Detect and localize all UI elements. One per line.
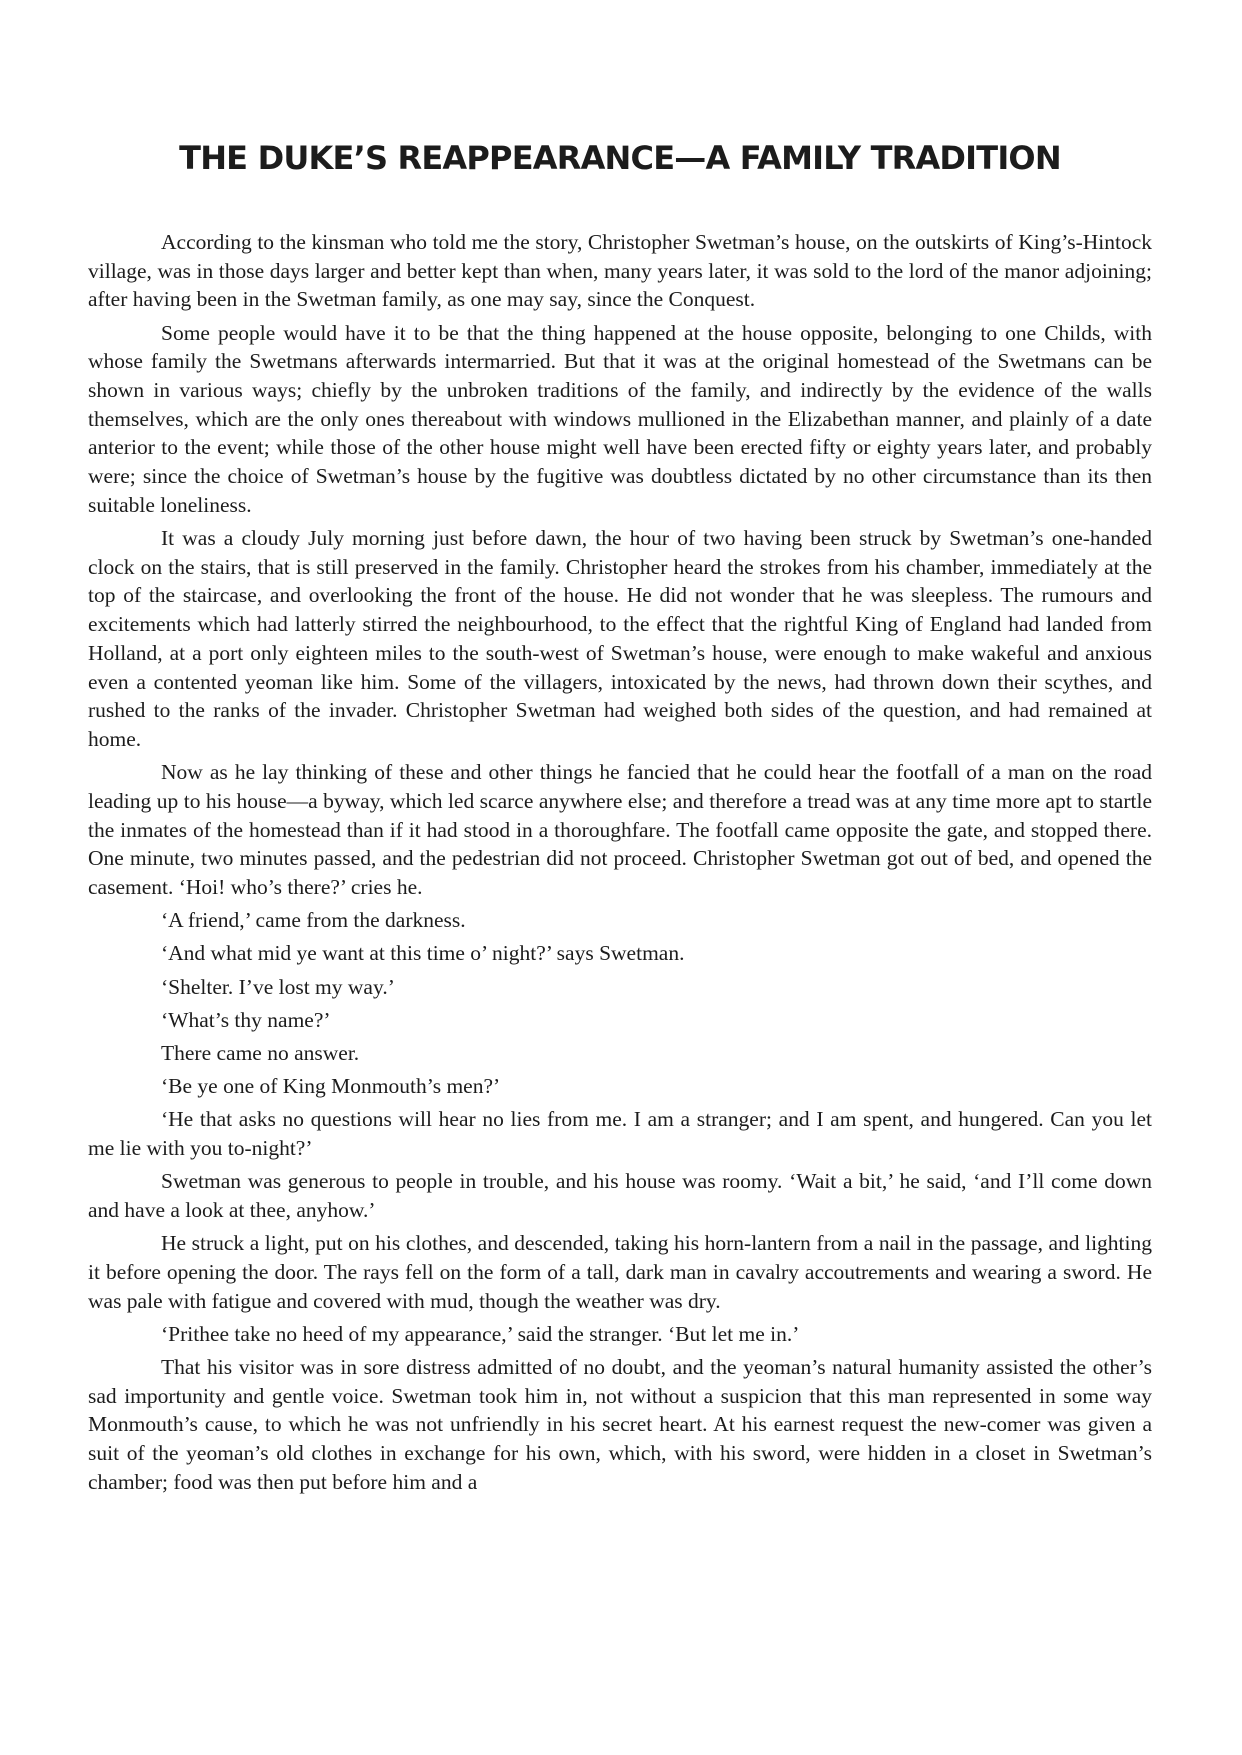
paragraph: ‘Be ye one of King Monmouth’s men?’ (161, 1074, 501, 1099)
paragraph: Some people would have it to be that the thing happened at the house opposite, belonging to one Childs, with whose family the Swetmans afterwards intermarried. But that it was at the original homestead of the Swetmans can be shown in various ways; chiefly by the unbroken traditions of the family, and indirectly by the evidence of the walls themselves, which are the only ones thereabout with windows mullioned in the Elizabethan manner, and plainly of a date anterior to the event; while those of the other house might well have been erected fifty or eighty years later, and probably were; since the choice of Swetman’s house by the fugitive was doubtless dictated by no other circumstance than its then suitable loneliness. (88, 320, 1152, 517)
paragraph: That his visitor was in sore distress admitted of no doubt, and the yeoman’s natural humanity assisted the other’s sad importunity and gentle voice. Swetman took him in, not without a suspicion that this man represented in some way Monmouth’s cause, to which he was not unfriendly in his secret heart. At his earnest request the new-comer was given a suit of the yeoman’s old clothes in exchange for his own, which, with his sword, were hidden in a closet in Swetman’s chamber; food was then put before him and a (88, 1355, 1152, 1494)
paragraph: He struck a light, put on his clothes, and descended, taking his horn-lantern from a nail in the passage, and lighting it before opening the door. The rays fell on the form of a tall, dark man in cavalry accoutrements and wearing a sword. He was pale with fatigue and covered with mud, though the weather was dry. (88, 1231, 1152, 1313)
paragraph: ‘He that asks no questions will hear no lies from me. I am a stranger; and I am spent, and hungered. Can you let me lie with you to-night?’ (88, 1107, 1152, 1161)
paragraph: Now as he lay thinking of these and other things he fancied that he could hear the footfall of a man on the road leading up to his house—a byway, which led scarce anywhere else; and therefore a tread was at any time more apt to startle the inmates of the homestead than if it had stood in a thoroughfare. The footfall came opposite the gate, and stopped there. One minute, two minutes passed, and the pedestrian did not proceed. Christopher Swetman got out of bed, and opened the casement. ‘Hoi! who’s there?’ cries he. (88, 760, 1152, 899)
paragraph: According to the kinsman who told me the story, Christopher Swetman’s house, on the outskirts of King’s-Hintock village, was in those days larger and better kept than when, many years later, it was sold to the lord of the manor adjoining; after having been in the Swetman family, as one may say, since the Conquest. (88, 230, 1152, 312)
paragraph: It was a cloudy July morning just before dawn, the hour of two having been struck by Swetman’s one-handed clock on the stairs, that is still preserved in the family. Christopher heard the strokes from his chamber, immediately at the top of the staircase, and overlooking the front of the house. He did not wonder that he was sleepless. The rumours and excitements which had latterly stirred the neighbourhood, to the effect that the rightful King of England had landed from Holland, at a port only eighteen miles to the south-west of Swetman’s house, were enough to make wakeful and anxious even a contented yeoman like him. Some of the villagers, intoxicated by the news, had thrown down their scythes, and rushed to the ranks of the invader. Christopher Swetman had weighed both sides of the question, and had remained at home. (88, 526, 1152, 751)
paragraph: There came no answer. (161, 1040, 360, 1065)
paragraph: ‘Shelter. I’ve lost my way.’ (161, 974, 395, 999)
body-text (88, 228, 1152, 1497)
document-page (88, 130, 1152, 1501)
paragraph: ‘A friend,’ came from the darkness. (161, 908, 466, 933)
paragraph: Swetman was generous to people in trouble, and his house was roomy. ‘Wait a bit,’ he said, ‘and I’ll come down and have a look at thee, anyhow.’ (88, 1169, 1152, 1222)
paragraph: ‘What’s thy name?’ (161, 1007, 331, 1032)
paragraph: ‘And what mid ye want at this time o’ night?’ says Swetman. (161, 941, 685, 966)
paragraph: ‘Prithee take no heed of my appearance,’ said the stranger. ‘But let me in.’ (161, 1321, 800, 1346)
page-title: THE DUKE’S REAPPEARANCE—A FAMILY TRADITION (179, 139, 1061, 177)
